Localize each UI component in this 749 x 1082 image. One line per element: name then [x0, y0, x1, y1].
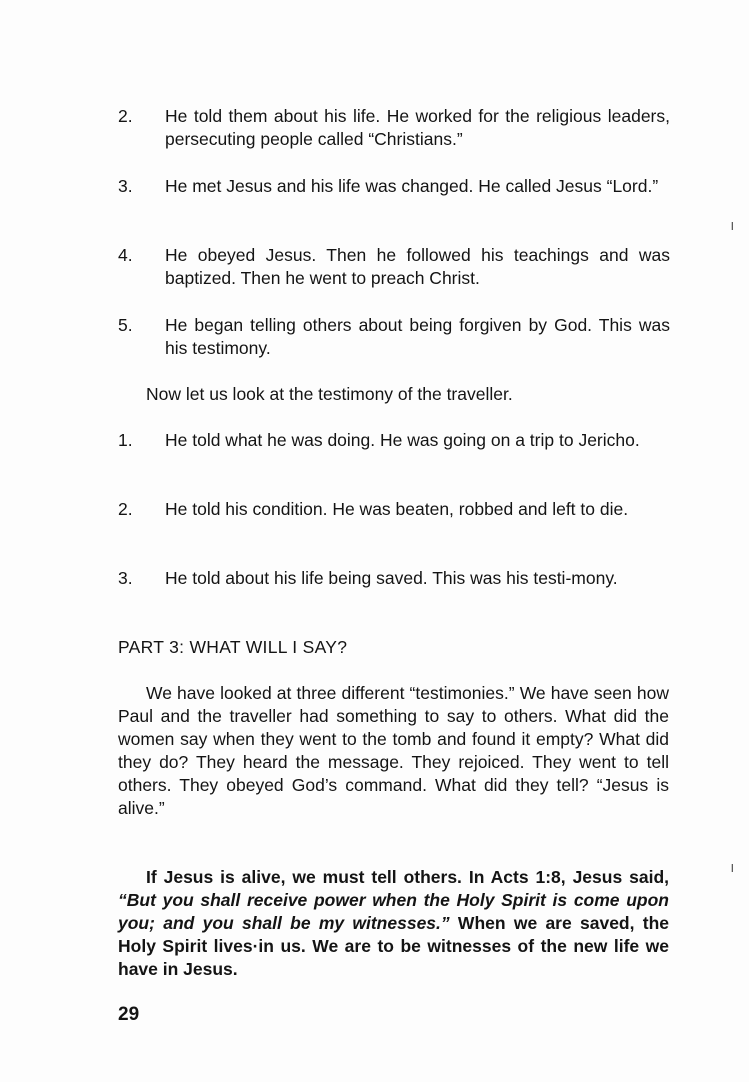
item-text: He began telling others about being forgiven by God. This was his testimony. [165, 315, 670, 358]
list-item [118, 105, 670, 151]
item-text: He told what he was doing. He was going on a trip to Jericho. [165, 430, 640, 450]
item-text: He told his condition. He was beaten, robbed and left to die. [165, 499, 629, 519]
list-item [118, 429, 670, 452]
list-item [118, 567, 670, 590]
item-number: 5. [118, 315, 133, 335]
list-item [118, 244, 670, 290]
item-text: He told about his life being saved. This was his testi-mony. [165, 568, 618, 588]
scripture-quote: “But you shall receive power when the Holy Spirit is come upon you; and you shall be my witnesses.” [118, 890, 669, 933]
part-heading: PART 3: WHAT WILL I SAY? [118, 637, 348, 657]
paragraph: We have looked at three different “testimonies.” We have seen how Paul and the traveller had something to say to others. What did the women say when they went to the tomb and found it empty? What did they do? They heard the message. They rejoiced. They went to tell others. They obeyed God’s command. What did they tell? “Jesus is alive.” [118, 683, 669, 818]
item-text: He obeyed Jesus. Then he followed his teachings and was baptized. Then he went to preach Christ. [165, 245, 670, 288]
item-text: He met Jesus and his life was changed. He called Jesus “Lord.” [165, 176, 659, 196]
item-number: 3. [118, 568, 133, 588]
item-number: 3. [118, 176, 133, 196]
paragraph-acts [118, 866, 669, 981]
item-number: 2. [118, 499, 133, 519]
para-text-after: When we are saved, the Holy Spirit lives·in us. We are to be witnesses of the new life we have in Jesus. [118, 913, 669, 979]
item-number: 2. [118, 106, 133, 126]
para-text-before: If Jesus is alive, we must tell others. In Acts 1:8, Jesus said, [146, 867, 669, 887]
list-item [118, 175, 670, 198]
margin-mark-icon: ˡ [731, 221, 734, 238]
page-number: 29 [118, 1004, 140, 1025]
item-text: He told them about his life. He worked for the religious leaders, persecuting people called “Christians.” [165, 106, 670, 149]
list-item [118, 314, 670, 360]
item-number: 1. [118, 430, 133, 450]
list-item [118, 498, 670, 521]
margin-mark-icon: ˡ [731, 863, 734, 880]
intro-line: Now let us look at the testimony of the traveller. [146, 384, 513, 404]
item-number: 4. [118, 245, 133, 265]
